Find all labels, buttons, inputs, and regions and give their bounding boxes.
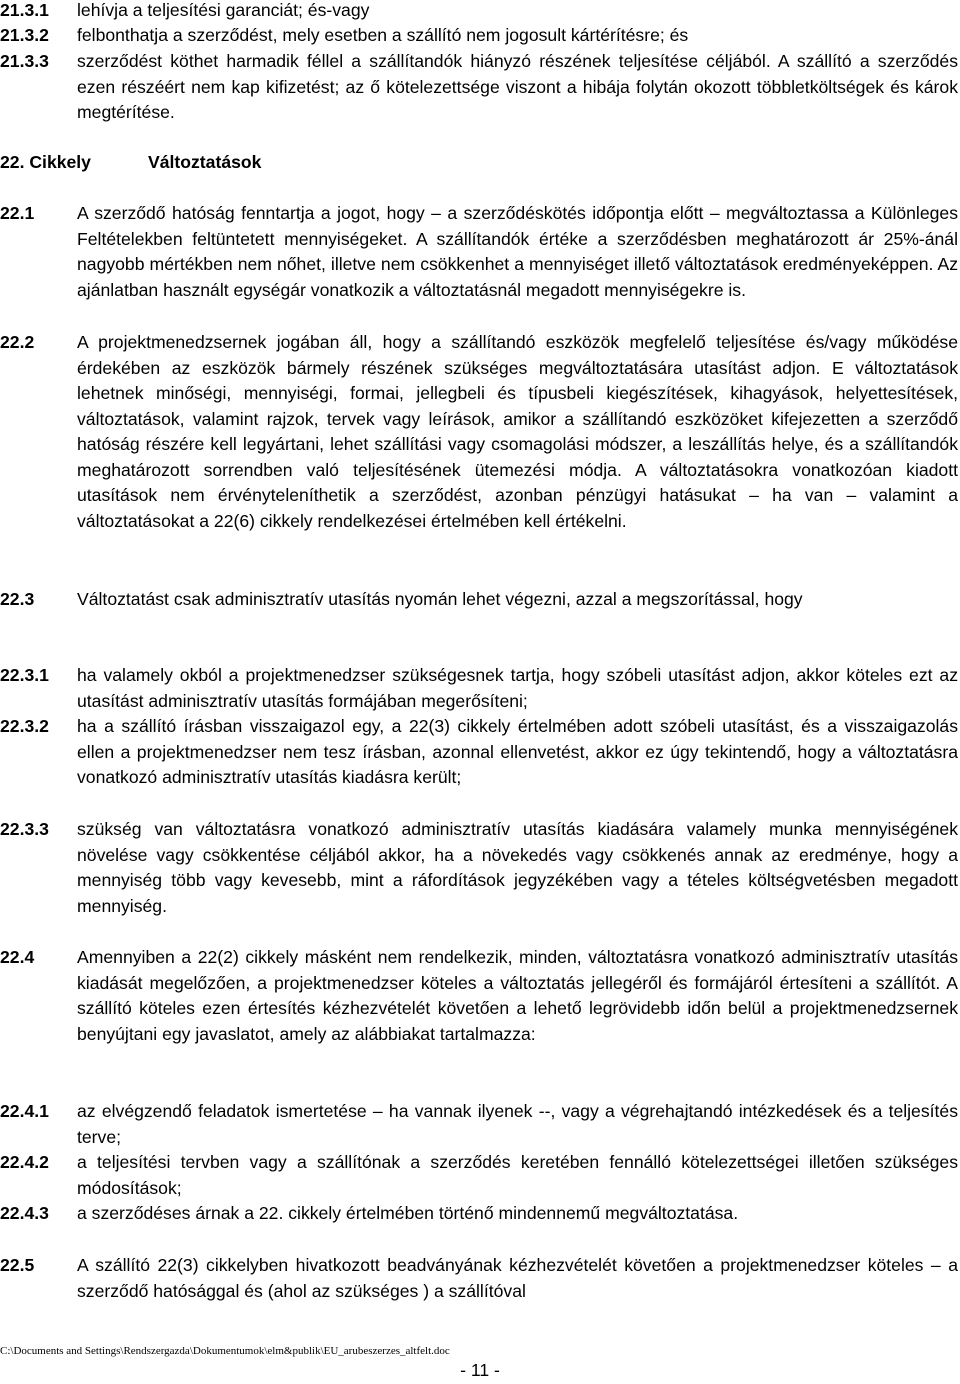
- section-text: ha a szállító írásban visszaigazol egy, a 22(3) cikkely értelmében adott szóbeli utasítást, és a visszaigazolás ellen a projektmenedzser nem tesz írásban, azonnal ellenvetést, akkor ez úgy tekintendő, hogy a változtatásra vonatkozó adminisztratív utasítás kiadásra került;: [77, 716, 958, 787]
- section-number: 22.3.3: [0, 819, 49, 839]
- section-text: a szerződéses árnak a 22. cikkely értelmében történő mindennemű megváltoztatása.: [77, 1203, 739, 1223]
- section-text: A szerződő hatóság fenntartja a jogot, hogy – a szerződéskötés időpontja előtt – megváltoztassa a Különleges Feltételekben feltüntetett mennyiségeket. A szállítandók értéke a szerződésben meghatározott ár 25%-ánál nagyobb mértékben nem nőhet, illetve nem csökkenhet a mennyiséget illető változtatások eredményeképpen. Az ajánlatban használt egységár vonatkozik a változtatásnál megadott mennyiségekre is.: [77, 203, 958, 300]
- section-22-4-2: [0, 1150, 958, 1201]
- section-number: 22.1: [0, 203, 35, 223]
- section-22-4-3: [0, 1201, 958, 1227]
- section-number: 22.2: [0, 332, 35, 352]
- section-number: 22.4: [0, 947, 35, 967]
- section-22-3-1: [0, 663, 958, 714]
- section-text: a teljesítési tervben vagy a szállítónak a szerződés keretében fennálló kötelezettségei illetően szükséges módosítások;: [77, 1152, 958, 1198]
- item-21-3-3: [0, 49, 958, 126]
- item-number: 21.3.1: [0, 0, 49, 20]
- section-22-4-1: [0, 1099, 958, 1150]
- page-number: - 11 -: [460, 1360, 500, 1380]
- section-text: Amennyiben a 22(2) cikkely másként nem rendelkezik, minden, változtatásra vonatkozó adminisztratív utasítás kiadását megelőzően, a projektmenedzser köteles a változtatás jellegéről és formájáról értesíteni a szállítót. A szállító köteles ezen értesítés kézhezvételét követően a lehető legrövidebb időn belül a projektmenedzsernek benyújtani egy javaslatot, amely az alábbiakat tartalmazza:: [77, 947, 958, 1044]
- footer-file-path: C:\Documents and Settings\Rendszergazda\Dokumentumok\elm&publik\EU_arubeszerzes_altfelt.doc: [0, 1345, 450, 1357]
- section-22-2: [0, 330, 958, 534]
- item-text: felbonthatja a szerződést, mely esetben a szállító nem jogosult kártérítésre; és: [77, 25, 689, 45]
- section-number: 22.4.1: [0, 1101, 49, 1121]
- section-text: ha valamely okból a projektmenedzser szükségesnek tartja, hogy szóbeli utasítást adjon, akkor köteles ezt az utasítást adminisztratív utasítás formájában megerősíteni;: [77, 665, 958, 711]
- section-number: 22.3.2: [0, 716, 49, 736]
- section-text: A projektmenedzsernek jogában áll, hogy a szállítandó eszközök megfelelő teljesítése és/vagy működése érdekében az eszközök bármely részének szükséges megváltoztatására utasítást adjon. E változtatások lehetnek minőségi, mennyiségi, formai, jellegbeli és típusbeli kiegészítések, kihagyások, helyettesítések, változtatások, valamint rajzok, tervek vagy leírások, amikor a szállítandó eszközöket kifejezetten a szerződő hatóság részére kell legyártani, lehet szállítási vagy csomagolási módszer, a leszállítás helye, és a szállítandók meghatározott sorrendben való teljesítésének ütemezési módja. A változtatásokra vonatkozóan kiadott utasítások nem érvényteleníthetik a szerződést, azonban pénzügyi hatásukat – ha van – valamint a változtatásokat a 22(6) cikkely rendelkezései értelmében kell értékelni.: [77, 332, 958, 531]
- section-number: 22.3.1: [0, 665, 49, 685]
- section-22-3-2: [0, 714, 958, 791]
- item-number: 21.3.3: [0, 51, 49, 71]
- section-number: 22.3: [0, 589, 35, 609]
- item-21-3-2: [0, 23, 958, 49]
- section-22-4: [0, 945, 958, 1047]
- item-text: lehívja a teljesítési garanciát; és-vagy: [77, 0, 370, 20]
- article-title: Változtatások: [148, 152, 262, 172]
- section-text: az elvégzendő feladatok ismertetése – ha vannak ilyenek --, vagy a végrehajtandó intézkedések és a teljesítés terve;: [77, 1101, 958, 1147]
- section-22-1: [0, 201, 958, 303]
- section-number: 22.5: [0, 1255, 35, 1275]
- article-number: 22. Cikkely: [0, 152, 91, 172]
- section-22-5: [0, 1253, 958, 1304]
- item-text: szerződést köthet harmadik féllel a szállítandók hiányzó részének teljesítése céljából. A szállító a szerződés ezen részéért nem kap kifizetést; az ő kötelezettsége viszont a hibája folytán okozott többletköltségek és károk megtérítése.: [77, 51, 958, 122]
- article-heading: [0, 150, 261, 176]
- item-number: 21.3.2: [0, 25, 49, 45]
- section-number: 22.4.3: [0, 1203, 49, 1223]
- item-21-3-1: [0, 0, 958, 24]
- section-22-3-3: [0, 817, 958, 919]
- section-22-3: [0, 587, 958, 613]
- section-text: A szállító 22(3) cikkelyben hivatkozott beadványának kézhezvételét követően a projektmenedzser köteles – a szerződő hatósággal és (ahol az szükséges ) a szállítóval: [77, 1255, 958, 1301]
- section-text: szükség van változtatásra vonatkozó adminisztratív utasítás kiadására valamely munka mennyiségének növelése vagy csökkentése céljából akkor, ha a növekedés vagy csökkenés annak az eredménye, hogy a mennyiség több vagy kevesebb, mint a ráfordítások jegyzékében vagy a tételes költségvetésben megadott mennyiség.: [77, 819, 958, 916]
- section-text: Változtatást csak adminisztratív utasítás nyomán lehet végezni, azzal a megszorítással, hogy: [77, 589, 803, 609]
- section-number: 22.4.2: [0, 1152, 49, 1172]
